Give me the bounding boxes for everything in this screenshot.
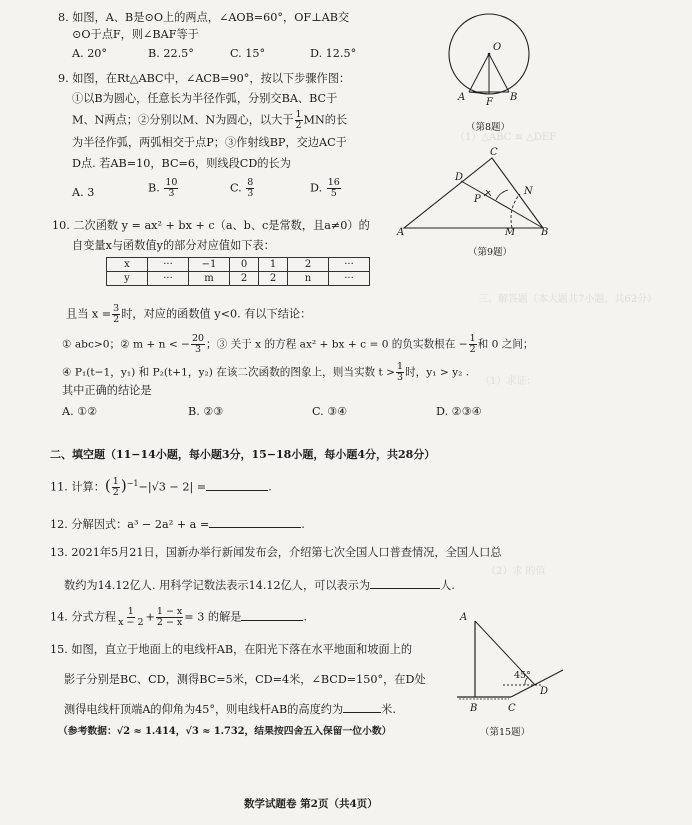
q8-caption: （第8题） [466,122,511,133]
q8-label-o: O [493,42,502,53]
q8-line1: 8. 如图，A、B是⊙O上的两点，∠AOB=60°，OF⊥AB交 [58,11,350,24]
q15-reference-note: （参考数据：√2 ≈ 1.414，√3 ≈ 1.732，结果按四舍五入保留一位小数） [58,726,392,737]
table-cell: 0 [230,258,259,272]
q9-option-b: B. $\frac{10}{3}$ [148,177,178,199]
q8-circle-figure [440,12,550,112]
bleed-text: （1）求证： [480,376,537,387]
table-cell: ··· [148,258,189,272]
section-2-title: 二、填空题（11−14小题，每小题3分，15−18小题，每小题4分，共28分） [50,448,436,461]
q9-label-m: M [505,227,516,238]
table-cell: x [107,258,148,272]
table-cell: n [288,272,329,286]
bleed-text: （2）求 的值 [486,566,546,577]
q15-label-c: C [508,703,516,714]
q9-label-p: P [474,194,481,205]
q9-line3: M、N两点；②分别以M、N为圆心，以大于 $\frac{1}{2}$ MN的长 [72,109,348,131]
table-cell: 2 [259,272,288,286]
q15-pole-figure [455,615,565,705]
q8-label-b: B [510,92,518,103]
q13-line1: 13. 2021年5月21日，国新办举行新闻发布会，介绍第七次全国人口普查情况，全国人口总 [50,546,502,559]
q15-angle-label: 45° [514,670,531,681]
q13-line2: 数约为14.12亿人. 用科学记数法表示14.12亿人，可以表示为 人. [64,579,455,592]
q9-label-b: B [541,227,549,238]
q15-label-b: B [470,703,478,714]
q15-line3: 测得电线杆顶端A的仰角为45°，则电线杆AB的高度约为 米. [64,703,396,716]
q11: 11. 计算：( $\frac{1}{2}$ )$^{-1}$−|√3 − 2| = . [50,476,272,499]
q10-line1: 10. 二次函数 y = ax² + bx + c（a、b、c是常数，且a≠0）的 [52,219,370,232]
q9-label-c: C [490,147,498,158]
q9-label-d: D [455,172,464,183]
q10-question: 其中正确的结论是 [62,384,152,397]
q9-caption: （第9题） [468,247,513,258]
q9-option-a: A. 3 [72,186,95,199]
table-row [107,272,370,286]
q10-option-a: A. ①② [62,405,98,418]
q8-option-a: A. 20° [72,47,108,60]
q9-line1: 9. 如图，在Rt△ABC中，∠ACB=90°，按以下步骤作图： [58,72,351,85]
bleed-text: （1）△ABC ≌ △DEF [455,132,557,143]
table-cell: y [107,272,148,286]
q9-line5: D点. 若AB=10，BC=6，则线段CD的长为 [72,157,291,170]
q8-option-c: C. 15° [230,47,266,60]
q9-label-n: N [524,186,533,197]
table-cell: ··· [148,272,189,286]
q15-line1: 15. 如图，直立于地面上的电线杆AB，在阳光下落在水平地面和坡面上的 [50,643,413,656]
q12: 12. 分解因式：a³ − 2a² + a = . [50,518,305,531]
q15-label-d: D [540,686,549,697]
q10-line2: 自变量x与函数值y的部分对应值如下表： [72,239,275,252]
q9-label-a: A [397,227,405,238]
q15-line2: 影子分别是BC、CD，测得BC=5米，CD=4米，∠BCD=150°，在D处 [64,673,426,686]
table-cell: 1 [259,258,288,272]
table-cell: 2 [230,272,259,286]
q8-line2: ⊙O于点F，则∠BAF等于 [72,28,199,41]
bleed-text: 三、解答题（本大题共7小题，共62分） [478,294,658,305]
table-cell: −1 [189,258,230,272]
page-footer: 数学试题卷 第2页（共4页） [244,798,378,810]
q8-label-f: F [486,97,493,108]
q8-option-d: D. 12.5° [310,47,357,60]
q10-value-table [106,257,370,286]
q8-option-b: B. 22.5° [148,47,194,60]
q10-condition: 且当 x = $\frac{3}{2}$ 时，对应的函数值 y<0. 有以下结论： [66,303,312,325]
table-row [107,258,370,272]
q9-option-c: C. $\frac{8}{3}$ [230,177,254,199]
q9-line4: 为半径作弧，两弧相交于点P；③作射线BP，交边AC于 [72,136,347,149]
q15-caption: （第15题） [480,727,531,738]
q14: 14. 分式方程 $\frac{1}{x - 2}$ + $\frac{1 - x}{2 - x}$ = 3 的解是 . [50,606,308,628]
table-cell: m [189,272,230,286]
q10-option-d: D. ②③④ [436,405,482,418]
table-cell: ··· [329,272,370,286]
q10-option-b: B. ②③ [188,405,224,418]
q10-statement-4: ④ P₁(t−1，y₁) 和 P₂(t+1，y₂) 在该二次函数的图象上，则当实数 t > $\frac{1}{3}$ 时，y₁ > y₂ . [62,361,470,383]
q15-label-a: A [460,612,468,623]
table-cell: 2 [288,258,329,272]
q10-statements-1: ① abc>0；② m + n < − $\frac{20}{3}$ ；③ 关于 x 的方程 ax² + bx + c = 0 的负实数根在 − $\frac{1}{2}$ 和 0 之间； [62,333,534,355]
q9-option-d: D. $\frac{16}{5}$ [310,177,340,199]
table-cell: ··· [329,258,370,272]
q10-option-c: C. ③④ [312,405,348,418]
q9-line2: ①以B为圆心，任意长为半径作弧，分别交BA、BC于 [72,92,338,105]
q8-label-a: A [458,92,466,103]
